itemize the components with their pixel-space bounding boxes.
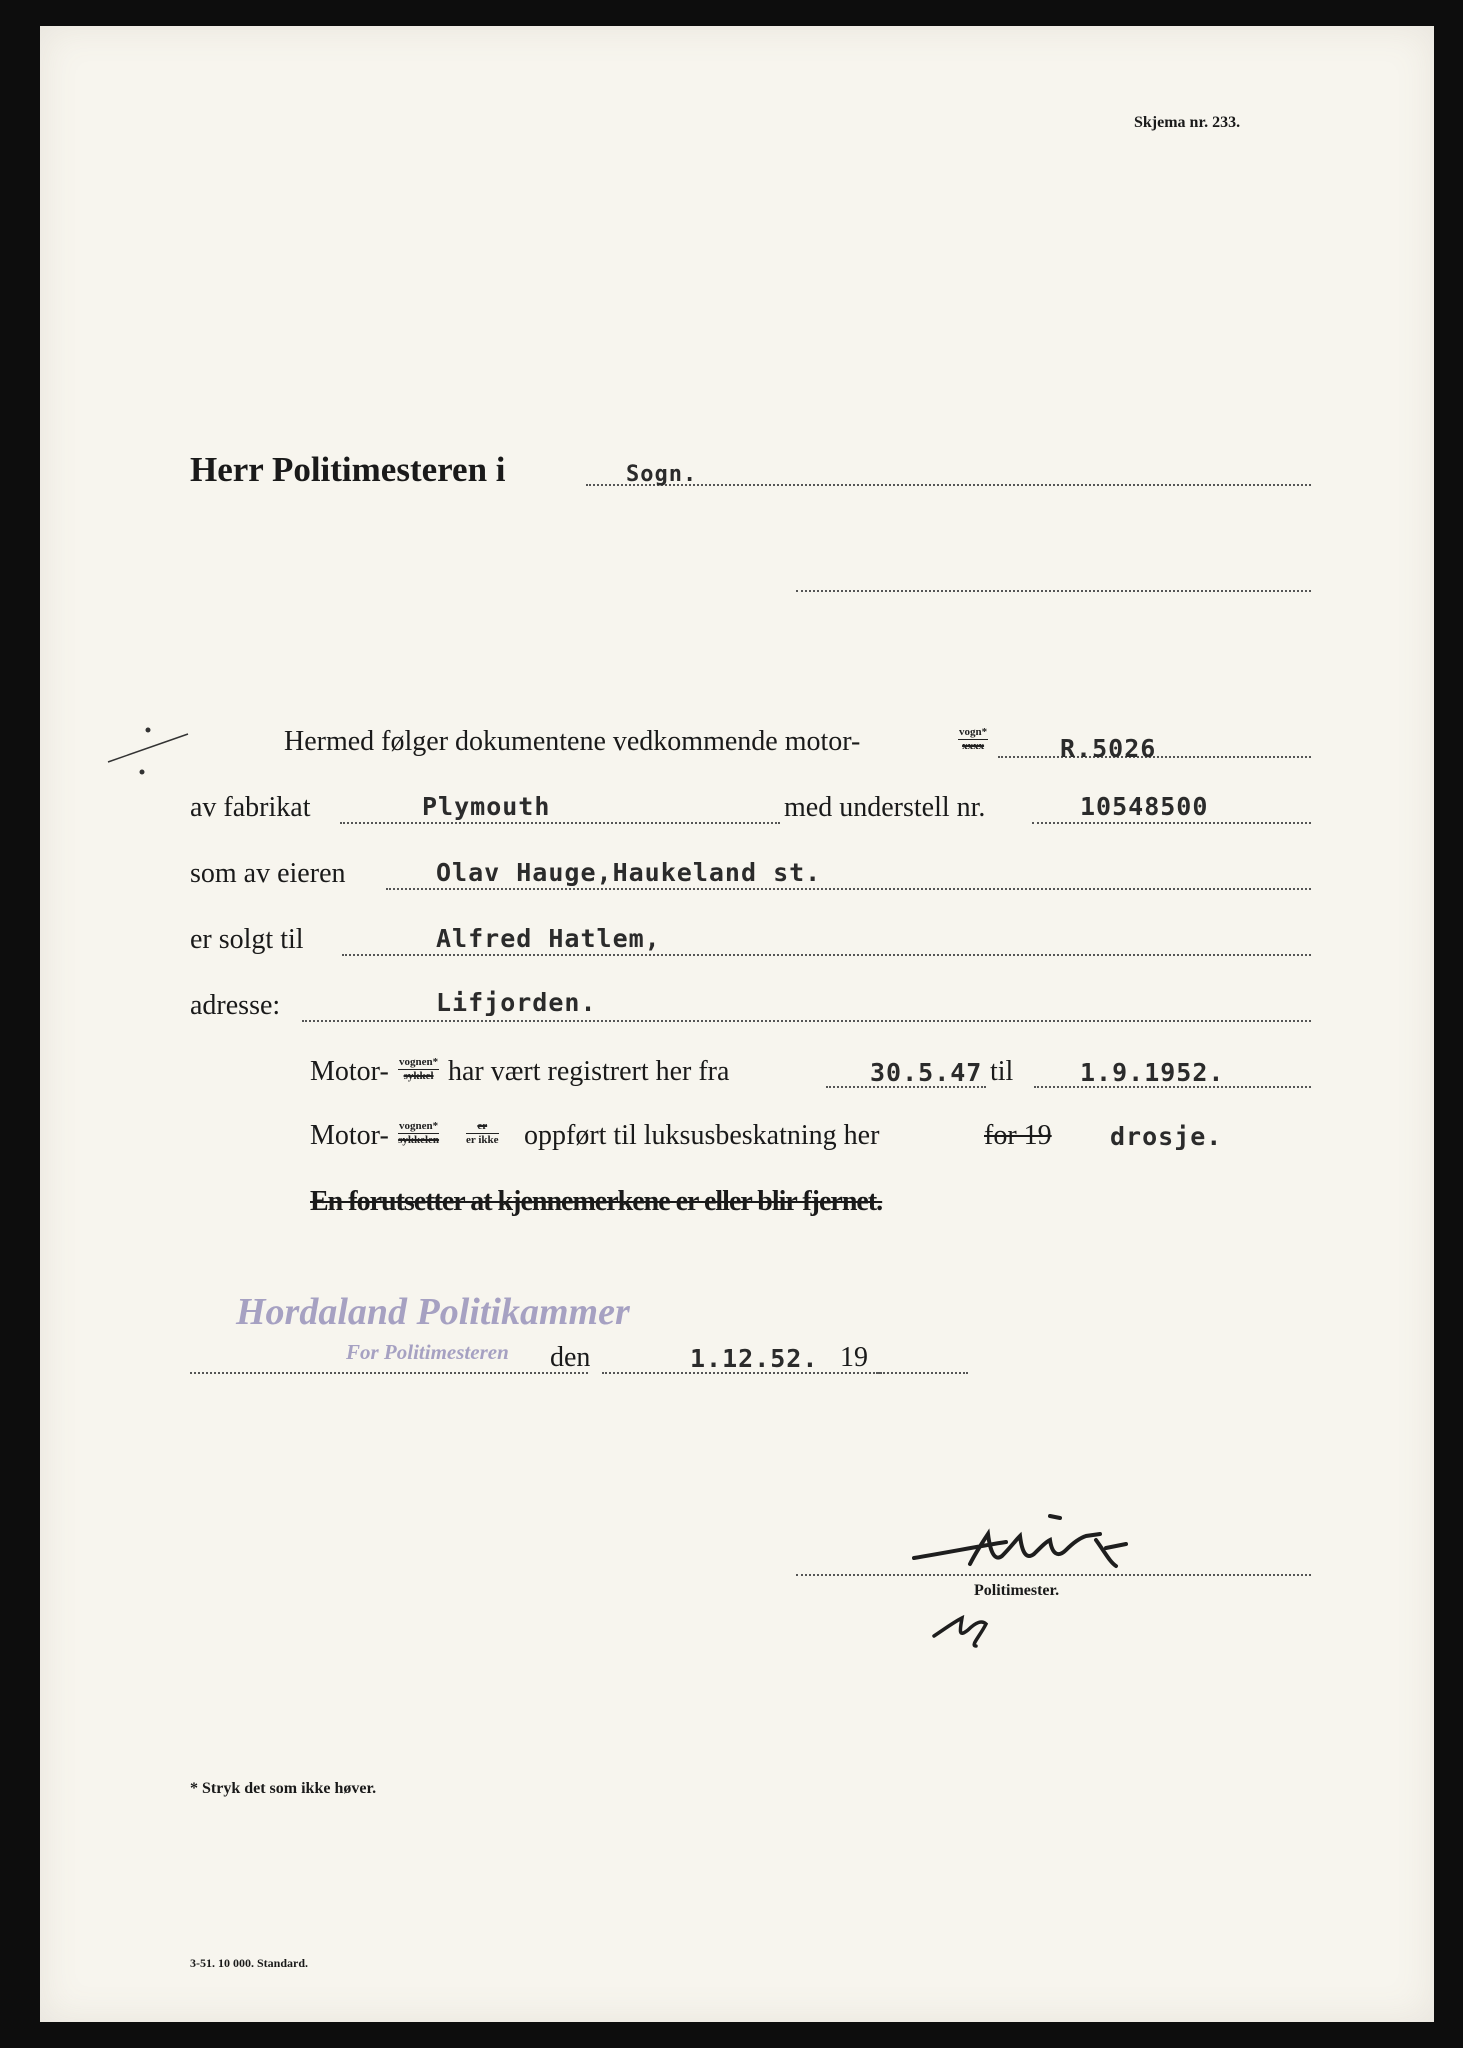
fabrikat-label: av fabrikat	[190, 792, 311, 823]
date-value: 1.12.52.	[690, 1344, 819, 1373]
fraction-bottom: xxxx	[962, 740, 985, 752]
fraction-bottom: er ikke	[466, 1134, 499, 1146]
fabrikat-value: Plymouth	[422, 792, 551, 821]
addressee-line-2	[796, 590, 1311, 592]
struck-out-line	[310, 1186, 882, 1218]
understell-line	[1032, 822, 1311, 824]
year-label: 19	[840, 1342, 868, 1373]
reg-til-label: til	[990, 1056, 1014, 1087]
understell-value: 10548500	[1080, 792, 1209, 821]
addressee-heading: Herr Politimesteren i	[190, 450, 506, 489]
understell-label: med understell nr.	[784, 792, 986, 823]
fraction-bottom: sykkelen	[398, 1134, 440, 1146]
print-info: 3-51. 10 000. Standard.	[190, 1956, 309, 1970]
eier-value: Olav Hauge,Haukeland st.	[436, 858, 822, 887]
lux-fraction-1	[398, 1120, 439, 1147]
fraction-top: vognen*	[399, 1120, 439, 1132]
den-label: den	[550, 1342, 591, 1373]
fraction-top: vogn*	[959, 726, 988, 738]
adresse-line	[302, 1020, 1311, 1022]
lux-fraction-2	[466, 1120, 499, 1147]
fraction-top: vognen*	[399, 1056, 439, 1068]
struck-out-text: En forutsetter at kjennemerkene er eller blir fjernet.	[310, 1186, 883, 1217]
solgt-label: er solgt til	[190, 924, 304, 955]
motor-label-reg: Motor-	[310, 1056, 389, 1087]
fabrikat-line	[340, 822, 780, 824]
place-line	[190, 1372, 588, 1374]
politimester-label: Politimester.	[974, 1582, 1060, 1599]
adresse-value: Lifjorden.	[436, 988, 597, 1017]
addressee-district: Sogn.	[626, 462, 698, 487]
lux-text: oppført til luksusbeskatning her	[524, 1120, 880, 1151]
lux-struck-text: for 19	[984, 1120, 1052, 1151]
solgt-value: Alfred Hatlem,	[436, 924, 661, 953]
lux-value: drosje.	[1110, 1122, 1223, 1151]
eier-label: som av eieren	[190, 858, 346, 889]
intro-text: Hermed følger dokumentene vedkommende motor-	[284, 726, 861, 757]
reg-text: har vært registrert her fra	[448, 1056, 730, 1087]
reg-from-value: 30.5.47	[870, 1058, 983, 1087]
politimester-line	[796, 1574, 1311, 1576]
eier-line	[386, 888, 1311, 890]
police-stamp-line1: Hordaland Politikammer	[236, 1291, 630, 1333]
adresse-label: adresse:	[190, 990, 281, 1021]
form-page	[40, 26, 1434, 2022]
margin-mark	[102, 722, 192, 782]
reg-to-value: 1.9.1952.	[1080, 1058, 1225, 1087]
motor-label-lux: Motor-	[310, 1120, 389, 1151]
motor-fraction	[958, 726, 988, 753]
fraction-top: er	[466, 1120, 499, 1134]
year-line	[876, 1372, 968, 1374]
handwritten-signature	[910, 1496, 1230, 1666]
solgt-line	[342, 954, 1311, 956]
registration-number: R.5026	[1060, 734, 1157, 763]
reg-fraction	[398, 1056, 439, 1083]
footnote: * Stryk det som ikke høver.	[190, 1780, 377, 1797]
fraction-bottom: sykkel	[403, 1070, 434, 1082]
police-stamp-line2: For Politimesteren	[346, 1340, 509, 1364]
schema-number: Skjema nr. 233.	[1134, 114, 1241, 131]
